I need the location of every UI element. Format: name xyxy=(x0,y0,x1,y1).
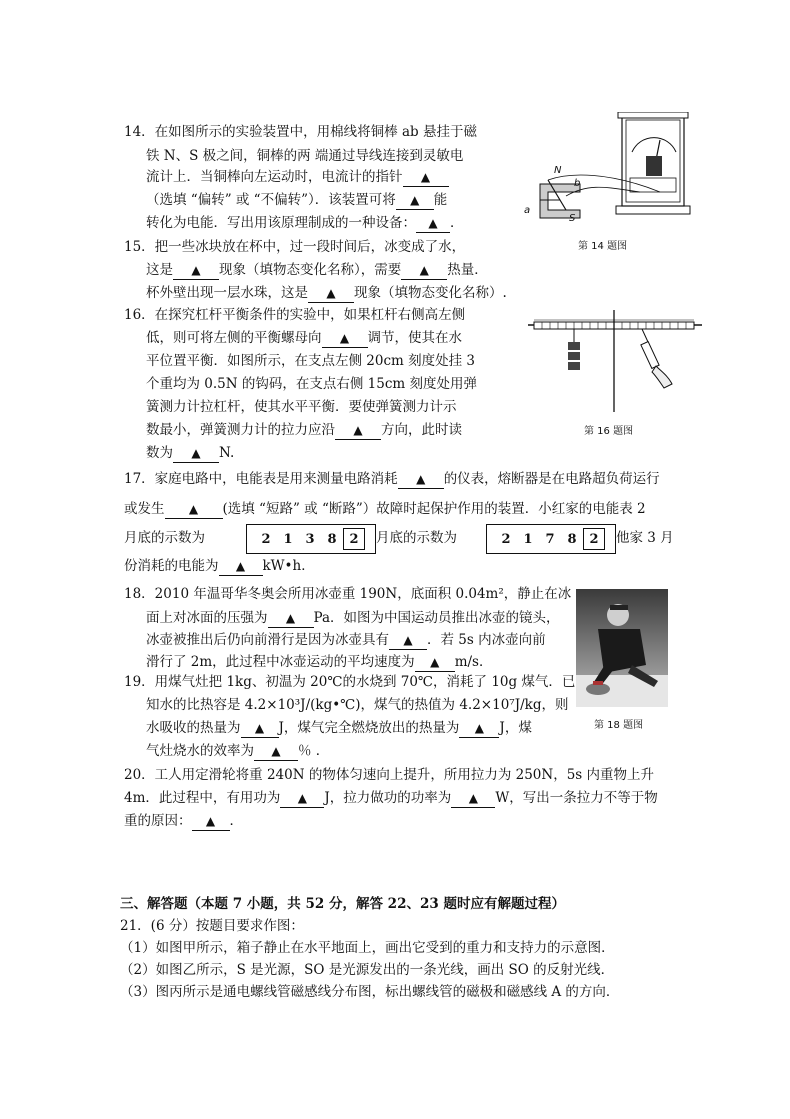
q14-line-1: 14．在如图所示的实验装置中，用棉线将铜棒 ab 悬挂于磁 xyxy=(124,124,477,140)
meter-digit: 2 xyxy=(261,531,271,547)
q15-line-3: 杯外壁出现一层水珠，这是 ▲ 现象（填物态变化名称）. xyxy=(146,285,507,301)
q18-line-4: 滑行了 2m，此过程中冰壶运动的平均速度为 ▲ m/s． xyxy=(146,654,493,670)
meter-digit: 1 xyxy=(523,531,533,547)
q17-line-3c: 他家 3 月 xyxy=(616,530,674,546)
answer-blank[interactable]: ▲ xyxy=(268,609,314,628)
q17-line-3b: 月底的示数为 xyxy=(376,530,457,546)
meter-digits-feb xyxy=(255,528,365,550)
answer-blank[interactable]: ▲ xyxy=(389,631,427,650)
q17-line-1: 17．家庭电路中，电能表是用来测量电路消耗 ▲ 的仪表，熔断器是在电路超负荷运行 xyxy=(124,471,660,487)
meter-digit: 7 xyxy=(545,531,555,547)
q14-figure xyxy=(500,112,700,242)
meter-digit: 8 xyxy=(567,531,577,547)
answer-blank[interactable]: ▲ xyxy=(219,557,263,576)
q15-line-2: 这是 ▲ 现象（填物态变化名称），需要 ▲ 热量． xyxy=(146,262,488,278)
q21-part-2: （2）如图乙所示，S 是光源，SO 是光源发出的一条光线，画出 SO 的反射光线． xyxy=(120,962,615,978)
q21-part-3: （3）图丙所示是通电螺线管磁感线分布图，标出螺线管的磁极和磁感线 A 的方向． xyxy=(120,984,620,1000)
q16-line-5: 簧测力计拉杠杆，使其水平平衡．要使弹簧测力计示 xyxy=(146,399,457,415)
q14-line-5: 转化为电能．写出用该原理制成的一种设备： ▲ ． xyxy=(146,215,464,231)
answer-blank[interactable]: ▲ xyxy=(322,329,368,348)
meter-digits-mar xyxy=(495,528,605,550)
q18-line-2: 面上对冰面的压强为 ▲ Pa．如图为中国运动员推出冰壶的镜头， xyxy=(146,610,560,626)
q16-line-7: 数为 ▲ N. xyxy=(146,445,235,461)
meter-digit: 3 xyxy=(305,531,315,547)
label-a: a xyxy=(524,205,531,216)
label-n: N xyxy=(554,165,562,176)
q16-figure xyxy=(528,310,708,418)
meter-digit: 1 xyxy=(283,531,293,547)
answer-blank[interactable]: ▲ xyxy=(241,719,279,738)
q19-line-1: 19．用煤气灶把 1kg、初温为 20℃的水烧到 70℃，消耗了 10g 煤气．已 xyxy=(124,674,576,690)
q19-line-3: 水吸收的热量为 ▲ J，煤气完全燃烧放出的热量为 ▲ J，煤 xyxy=(146,720,532,736)
q18-caption: 第 18 题图 xyxy=(594,720,644,731)
q14-line-4: （选填 “偏转” 或 “不偏转”）．该装置可将 ▲ 能 xyxy=(146,192,448,208)
label-b: b xyxy=(574,178,581,189)
answer-blank[interactable]: ▲ xyxy=(459,719,499,738)
meter-digit: 8 xyxy=(327,531,337,547)
answer-blank[interactable]: ▲ xyxy=(173,444,219,463)
q16-line-2: 低，则可将左侧的平衡螺母向 ▲ 调节，使其在水 xyxy=(146,330,462,346)
q16-line-6: 数最小，弹簧测力计的拉力应沿 ▲ 方向，此时读 xyxy=(146,422,462,438)
q18-line-1: 18．2010 年温哥华冬奥会所用冰壶重 190N，底面积 0.04m²，静止在冰 xyxy=(124,586,572,602)
answer-blank[interactable]: ▲ xyxy=(451,789,495,808)
answer-blank[interactable]: ▲ xyxy=(308,284,354,303)
q16-line-4: 个重均为 0.5N 的钩码，在支点右侧 15cm 刻度处用弹 xyxy=(146,376,477,392)
answer-blank[interactable]: ▲ xyxy=(396,191,434,210)
meter-digit: 2 xyxy=(501,531,511,547)
answer-blank[interactable]: ▲ xyxy=(415,653,455,672)
q15-line-1: 15．把一些冰块放在杯中，过一段时间后，冰变成了水， xyxy=(124,239,466,255)
q19-line-4: 气灶烧水的效率为 ▲ ％ ． xyxy=(146,743,330,759)
q21-part-1: （1）如图甲所示，箱子静止在水平地面上，画出它受到的重力和支持力的示意图． xyxy=(120,940,615,956)
answer-blank[interactable]: ▲ xyxy=(173,261,219,280)
q16-line-1: 16．在探究杠杆平衡条件的实验中，如果杠杆右侧高左侧 xyxy=(124,307,466,323)
label-s: S xyxy=(569,213,576,224)
answer-blank[interactable]: ▲ xyxy=(401,261,447,280)
q19-line-2: 知水的比热容是 4.2×10³J/(kg•℃)，煤气的热值为 4.2×10⁷J/kg，则 xyxy=(146,697,569,713)
answer-blank[interactable]: ▲ xyxy=(165,500,223,519)
q17-line-3a: 月底的示数为 xyxy=(124,530,205,546)
q14-line-3: 流计上．当铜棒向左运动时，电流计的指针 ▲ xyxy=(146,168,449,187)
q17-line-2: 或发生 ▲ (选填 “短路” 或 “断路”）故障时起保护作用的装置．小红家的电能表 2 xyxy=(124,501,646,517)
q20-line-2: 4m．此过程中，有用功为 ▲ J，拉力做功的功率为 ▲ W，写出一条拉力不等于物 xyxy=(124,790,658,806)
answer-blank[interactable]: ▲ xyxy=(254,742,298,761)
q20-line-3: 重的原因： ▲ ． xyxy=(124,813,243,829)
answer-blank[interactable]: ▲ xyxy=(192,812,230,831)
meter-digit-decimal: 2 xyxy=(343,528,365,550)
q14-caption: 第 14 题图 xyxy=(578,241,628,252)
answer-blank[interactable]: ▲ xyxy=(280,789,324,808)
answer-blank[interactable]: ▲ xyxy=(416,214,450,233)
q17-line-4: 份消耗的电能为 ▲ kW•h． xyxy=(124,558,315,574)
q18-curling-photo xyxy=(576,589,668,707)
q16-line-3: 平位置平衡．如图所示，在支点左侧 20cm 刻度处挂 3 xyxy=(146,353,476,369)
meter-digit-decimal: 2 xyxy=(583,528,605,550)
section-title: 三、解答题（本题 7 小题，共 52 分，解答 22、23 题时应有解题过程） xyxy=(120,896,565,912)
q14-line-2: 铁 N、S 极之间，铜棒的两 端通过导线连接到灵敏电 xyxy=(146,148,464,164)
q20-line-1: 20．工人用定滑轮将重 240N 的物体匀速向上提升，所用拉力为 250N，5s 内重物上升 xyxy=(124,767,655,783)
answer-blank[interactable]: ▲ xyxy=(335,421,381,440)
q16-caption: 第 16 题图 xyxy=(584,426,634,437)
answer-blank[interactable]: ▲ xyxy=(403,168,449,187)
q18-line-3: 冰壶被推出后仍向前滑行是因为冰壶具有 ▲ ．若 5s 内冰壶向前 xyxy=(146,632,546,648)
answer-blank[interactable]: ▲ xyxy=(398,470,444,489)
q21-heading: 21．(6 分）按题目要求作图： xyxy=(120,918,304,934)
